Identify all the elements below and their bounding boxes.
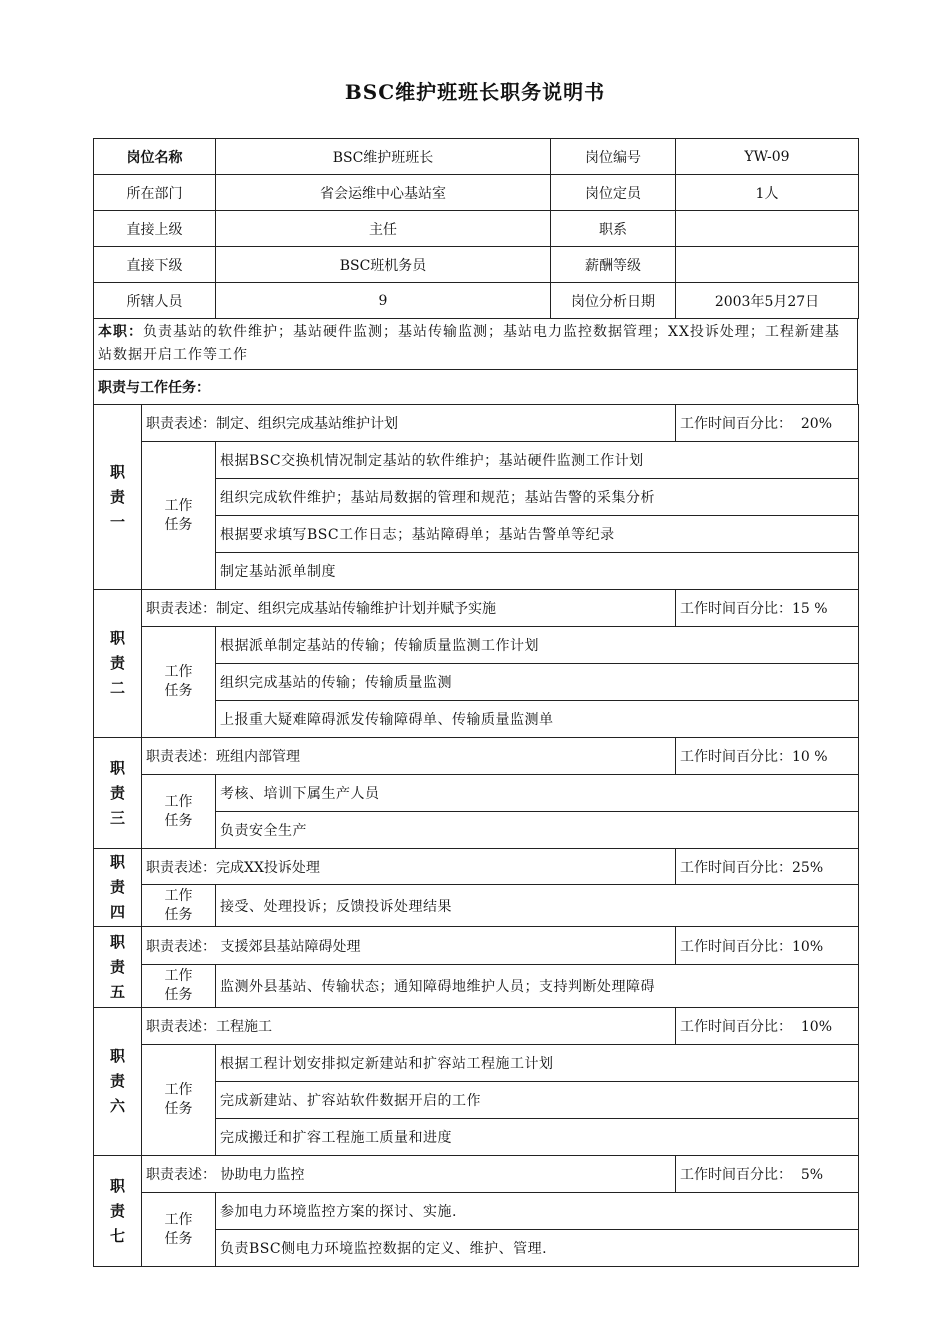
header-label: 岗位编号 — [551, 139, 676, 175]
summary-table — [93, 318, 858, 405]
task-row — [94, 627, 859, 664]
header-value: BSC班机务员 — [216, 247, 551, 283]
task-item: 监测外县基站、传输状态；通知障碍地维护人员；支持判断处理障碍 — [216, 965, 859, 1008]
duty-description: 职责表述：工程施工 — [142, 1008, 676, 1045]
duty-name: 职责五 — [110, 932, 126, 1001]
summary-row — [94, 319, 858, 370]
header-value: 主任 — [216, 211, 551, 247]
duty-name: 职责七 — [110, 1176, 126, 1245]
duty-name: 职责一 — [110, 462, 126, 531]
task-row — [94, 1193, 859, 1230]
duty-description: 职责表述：完成XX投诉处理 — [142, 849, 676, 885]
header-label: 岗位名称 — [94, 139, 216, 175]
duty-name: 职责二 — [110, 629, 126, 697]
task-item: 制定基站派单制度 — [216, 553, 859, 590]
task-row — [94, 965, 859, 1008]
job-description-form — [93, 138, 858, 1267]
work-task-label — [142, 1193, 216, 1267]
task-item: 上报重大疑难障碍派发传输障碍单、传输质量监测单 — [216, 701, 859, 738]
work-task-label-text: 工作任务 — [164, 968, 193, 1003]
header-row — [94, 211, 859, 247]
duty-desc-row — [94, 1008, 859, 1045]
header-label: 直接下级 — [94, 247, 216, 283]
task-item: 根据工程计划安排拟定新建站和扩容站工程施工计划 — [216, 1045, 859, 1082]
document-title: BSC维护班班长职务说明书 — [344, 80, 606, 104]
task-item: 完成新建站、扩容站软件数据开启的工作 — [216, 1082, 859, 1119]
header-label: 所在部门 — [94, 175, 216, 211]
task-item: 根据要求填写BSC工作日志；基站障碍单；基站告警单等纪录 — [216, 516, 859, 553]
header-value — [676, 247, 859, 283]
duty-label — [94, 849, 142, 927]
task-row — [94, 885, 859, 927]
duty-name: 职责三 — [110, 758, 126, 827]
work-task-label-text: 工作任务 — [164, 497, 193, 533]
work-task-label-text: 工作任务 — [164, 887, 193, 923]
duty-label — [94, 1156, 142, 1267]
work-task-label — [142, 885, 216, 927]
duty-label — [94, 738, 142, 849]
header-row — [94, 139, 859, 175]
header-label: 薪酬等级 — [551, 247, 676, 283]
task-row — [94, 775, 859, 812]
header-label: 岗位定员 — [551, 175, 676, 211]
task-item: 根据派单制定基站的传输；传输质量监测工作计划 — [216, 627, 859, 664]
task-row — [94, 1045, 859, 1082]
duty-desc-row — [94, 927, 859, 965]
duty-desc-row — [94, 738, 859, 775]
header-value: YW-09 — [676, 139, 859, 175]
header-value: 2003年5月27日 — [676, 283, 859, 319]
work-task-label — [142, 775, 216, 849]
task-item: 负责BSC侧电力环境监控数据的定义、维护、管理. — [216, 1230, 859, 1267]
duty-time-percentage: 工作时间百分比：25% — [676, 849, 859, 885]
header-label: 岗位分析日期 — [551, 283, 676, 319]
header-table — [93, 138, 859, 319]
task-item: 组织完成基站的传输；传输质量监测 — [216, 664, 859, 701]
header-label: 直接上级 — [94, 211, 216, 247]
duty-time-percentage: 工作时间百分比：10 % — [676, 738, 859, 775]
task-item: 组织完成软件维护；基站局数据的管理和规范；基站告警的采集分析 — [216, 479, 859, 516]
duty-time-percentage: 工作时间百分比： 20% — [676, 405, 859, 442]
header-value: 9 — [216, 283, 551, 319]
duty-description: 职责表述： 协助电力监控 — [142, 1156, 676, 1193]
header-row — [94, 283, 859, 319]
duty-description: 职责表述：制定、组织完成基站传输维护计划并赋予实施 — [142, 590, 676, 627]
duty-label — [94, 405, 142, 590]
header-value: BSC维护班班长 — [216, 139, 551, 175]
task-item: 完成搬迁和扩容工程施工质量和进度 — [216, 1119, 859, 1156]
work-task-label — [142, 965, 216, 1008]
work-task-label-text: 工作任务 — [164, 1082, 193, 1117]
work-task-label — [142, 442, 216, 590]
duty-description: 职责表述：班组内部管理 — [142, 738, 676, 775]
work-task-label — [142, 627, 216, 738]
duty-label — [94, 590, 142, 738]
duty-name: 职责四 — [110, 853, 126, 921]
header-row — [94, 175, 859, 211]
task-item: 接受、处理投诉；反馈投诉处理结果 — [216, 885, 859, 927]
duty-time-percentage: 工作时间百分比：15 % — [676, 590, 859, 627]
duty-name: 职责六 — [110, 1047, 126, 1115]
summary-label: 本职： — [98, 324, 143, 340]
duty-desc-row — [94, 405, 859, 442]
duty-time-percentage: 工作时间百分比： 5% — [676, 1156, 859, 1193]
section-row — [94, 370, 858, 405]
duty-time-percentage: 工作时间百分比： 10% — [676, 1008, 859, 1045]
header-value: 省会运维中心基站室 — [216, 175, 551, 211]
summary-text: 负责基站的软件维护；基站硬件监测；基站传输监测；基站电力监控数据管理；XX投诉处理；工程新建基站数据开启工作等工作 — [98, 324, 840, 363]
duty-time-percentage: 工作时间百分比：10% — [676, 927, 859, 965]
task-item: 负责安全生产 — [216, 812, 859, 849]
task-item: 根据BSC交换机情况制定基站的软件维护；基站硬件监测工作计划 — [216, 442, 859, 479]
duty-description: 职责表述： 支援郊县基站障碍处理 — [142, 927, 676, 965]
header-value — [676, 211, 859, 247]
section-title: 职责与工作任务： — [94, 370, 858, 405]
task-item: 参加电力环境监控方案的探讨、实施. — [216, 1193, 859, 1230]
duty-label — [94, 1008, 142, 1156]
work-task-label-text: 工作任务 — [164, 1211, 193, 1247]
work-task-label — [142, 1045, 216, 1156]
header-row — [94, 247, 859, 283]
duty-description: 职责表述：制定、组织完成基站维护计划 — [142, 405, 676, 442]
header-value: 1人 — [676, 175, 859, 211]
duty-desc-row — [94, 590, 859, 627]
duty-desc-row — [94, 849, 859, 885]
duty-label — [94, 927, 142, 1008]
summary-cell — [94, 319, 858, 370]
header-label: 职系 — [551, 211, 676, 247]
header-label: 所辖人员 — [94, 283, 216, 319]
task-item: 考核、培训下属生产人员 — [216, 775, 859, 812]
duty-desc-row — [94, 1156, 859, 1193]
duties-table — [93, 404, 859, 1267]
work-task-label-text: 工作任务 — [164, 793, 193, 829]
task-row — [94, 442, 859, 479]
work-task-label-text: 工作任务 — [164, 664, 193, 699]
